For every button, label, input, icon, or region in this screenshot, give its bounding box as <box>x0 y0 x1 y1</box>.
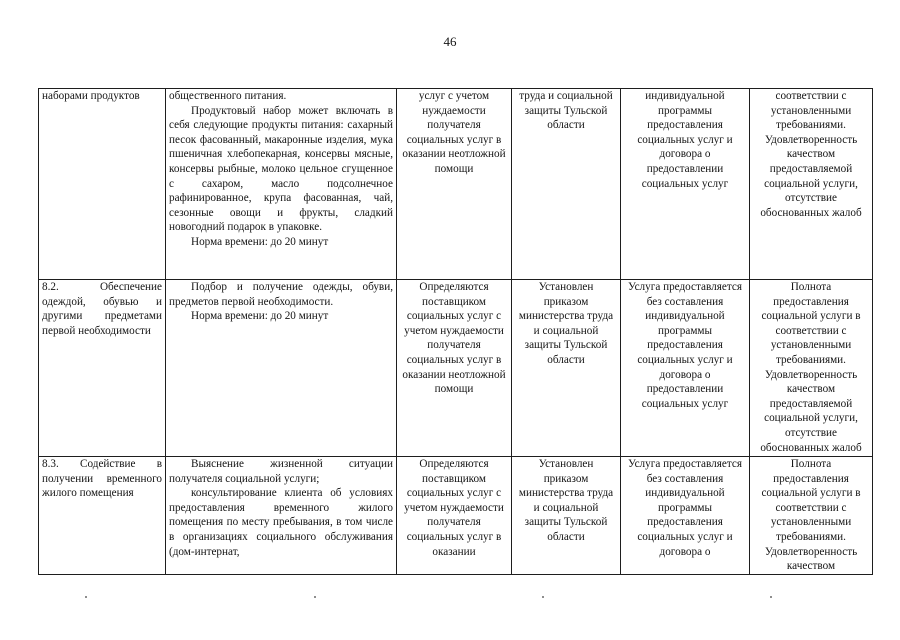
tariff-cell: Определяются поставщиком социальных услуг с учетом нуждаемости получателя социальных услуг в оказании неотложной помощи <box>397 280 512 457</box>
conditions-cell: индивидуальной программы предоставления социальных услуг и договора о предоставлении социальных услуг <box>621 89 750 280</box>
quality-cell: Полнота предоставления социальной услуги в соответствии с установленными требованиями. Удовлетворенность качеством <box>750 457 873 575</box>
quality-cell: соответствии с установленными требованиями. Удовлетворенность качеством предоставляемой социальной услуги, отсутствие обоснованных жалоб <box>750 89 873 280</box>
page-number: 46 <box>443 34 457 49</box>
description-paragraph: консультирование клиента об условиях предоставления временного жилого помещения по месту пребывания, в том числе в организациях социального обслуживания (дом-интернат, <box>169 487 393 558</box>
description-paragraph: Выяснение жизненной ситуации получателя социальной услуги; <box>169 458 393 485</box>
table-row <box>39 457 873 575</box>
conditions-cell: Услуга предоставляется без составления индивидуальной программы предоставления социальных услуг и договора о предоставлении социальных услуг <box>621 280 750 457</box>
scan-speck <box>542 596 544 598</box>
service-name-cell: 8.3. Содействие в получении временного жилого помещения <box>39 457 166 575</box>
service-name-cell: 8.2. Обеспечение одеждой, обувью и другими предметами первой необходимости <box>39 280 166 457</box>
approval-cell: труда и социальной защиты Тульской области <box>512 89 621 280</box>
scan-speck <box>85 596 87 598</box>
description-cell <box>166 457 397 575</box>
service-name-cell: наборами продуктов <box>39 89 166 280</box>
conditions-cell: Услуга предоставляется без составления индивидуальной программы предоставления социальных услуг и договора о <box>621 457 750 575</box>
table-row <box>39 280 873 457</box>
tariff-cell: услуг с учетом нуждаемости получателя социальных услуг в оказании неотложной помощи <box>397 89 512 280</box>
approval-cell: Установлен приказом министерства труда и социальной защиты Тульской области <box>512 457 621 575</box>
services-table <box>38 88 873 575</box>
scan-speck <box>770 596 772 598</box>
description-paragraph: Норма времени: до 20 минут <box>191 310 329 323</box>
description-paragraph: Продуктовый набор может включать в себя следующие продукты питания: сахарный песок фасованный, макаронные изделия, мука пшеничная хлебопекарная, консервы мясные, консервы рыбные, молоко цельное сгущенное с сахаром, масло подсолнечное рафинированное, крупа фасованная, чай, сезонные овощи и фрукты, сладкий новогодний подарок в упаковке. <box>169 104 393 234</box>
scan-specks <box>0 596 900 602</box>
description-paragraph: Подбор и получение одежды, обуви, предметов первой необходимости. <box>169 281 393 308</box>
description-cell <box>166 89 397 280</box>
description-cell <box>166 280 397 457</box>
tariff-cell: Определяются поставщиком социальных услуг с учетом нуждаемости получателя социальных услуг в оказании <box>397 457 512 575</box>
description-paragraph: Норма времени: до 20 минут <box>191 235 329 248</box>
approval-cell: Установлен приказом министерства труда и социальной защиты Тульской области <box>512 280 621 457</box>
table-row <box>39 89 873 280</box>
scan-speck <box>314 596 316 598</box>
quality-cell: Полнота предоставления социальной услуги в соответствии с установленными требованиями. Удовлетворенность качеством предоставляемой социальной услуги, отсутствие обоснованных жалоб <box>750 280 873 457</box>
description-paragraph: общественного питания. <box>169 90 287 102</box>
